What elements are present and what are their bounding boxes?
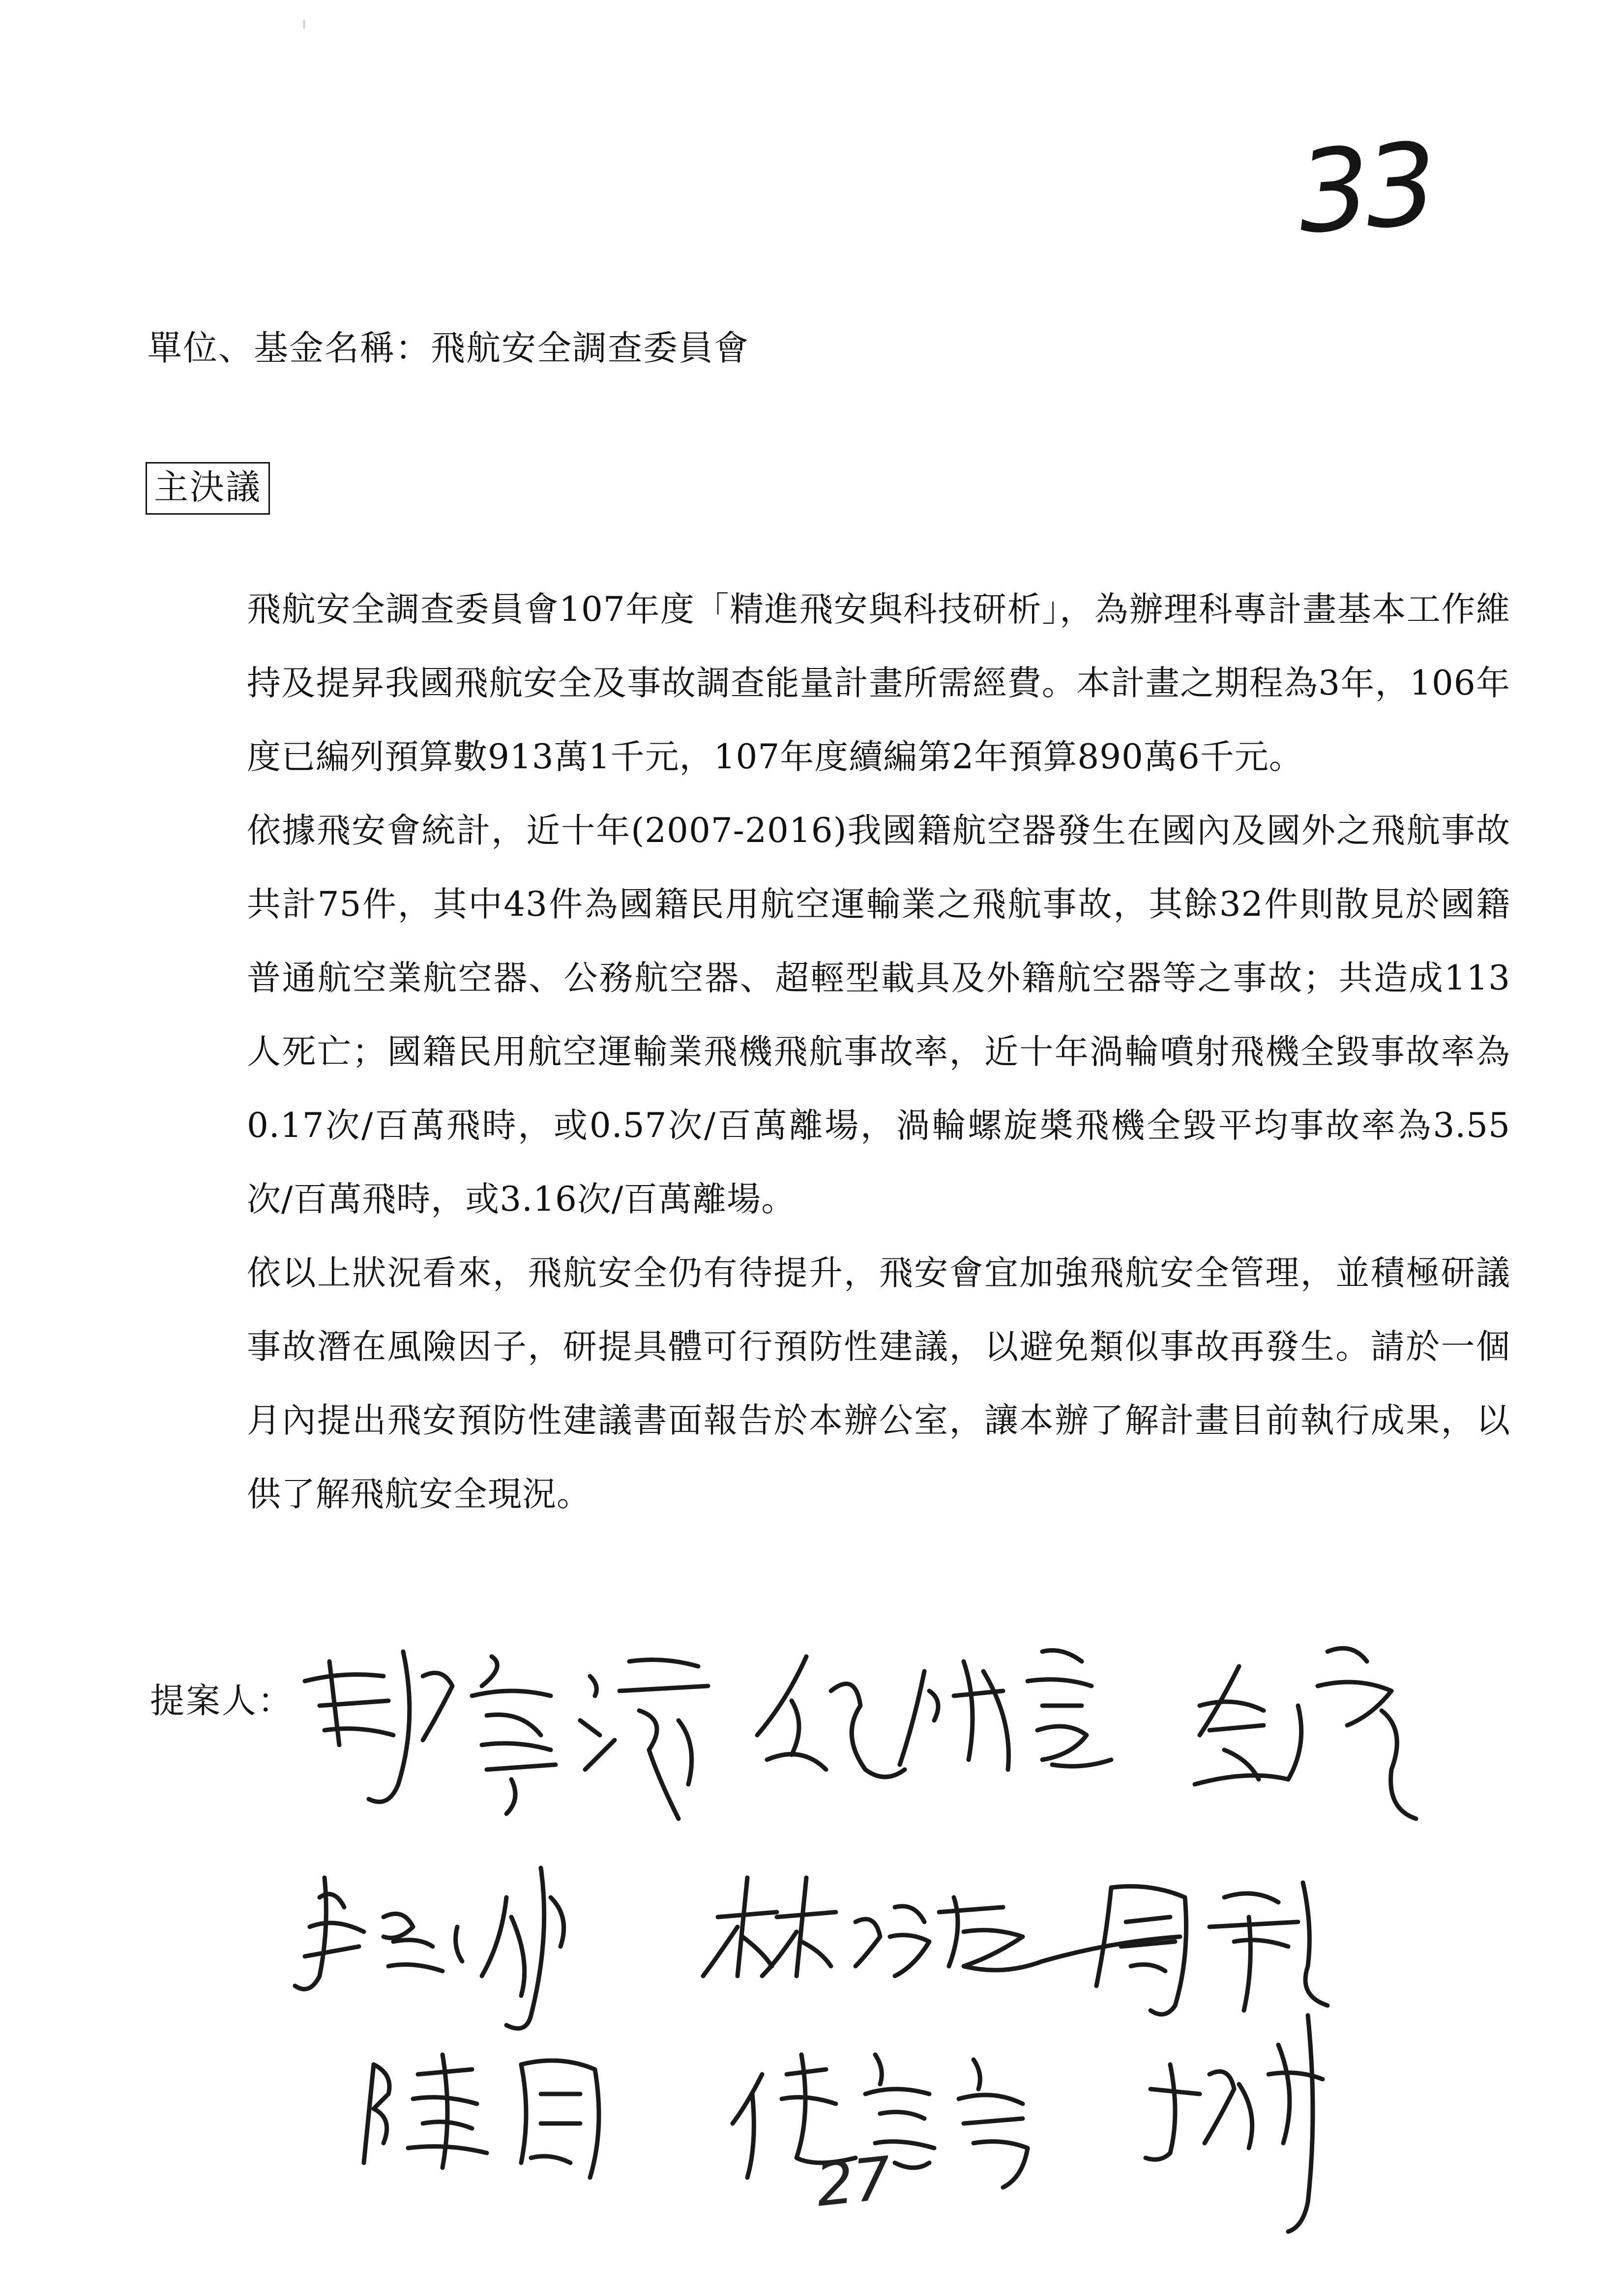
- signature-1: [305, 1652, 708, 1819]
- signature-2: [757, 1651, 1111, 1777]
- page-number: 27: [813, 2144, 895, 2220]
- paragraph-statistics: 依據飛安會統計，近十年(2007-2016)我國籍航空器發生在國內及國外之飛航事故共計75件，其中43件為國籍民用航空運輸業之飛航事故，其餘32件則散見於國籍普通航空業航空器、公務航空器、超輕型載具及外籍航空器等之事故；共造成113人死亡；國籍民用航空運輸業飛機飛航事故率，近十年渦輪噴射飛機全毀事故率為0.17次/百萬飛時，或0.57次/百萬離場，渦輪螺旋槳飛機全毀平均事故率為3.55次/百萬飛時，或3.16次/百萬離場。: [247, 811, 1510, 1219]
- signatures-drawing: [275, 1622, 1534, 2251]
- handwritten-page-number: 33: [1293, 118, 1437, 260]
- unit-fund-name: 單位、基金名稱：飛航安全調查委員會: [148, 328, 749, 368]
- paragraph-budget: 飛航安全調查委員會107年度「精進飛安與科技研析」，為辦理科專計畫基本工作維持及提昇我國飛航安全及事故調查能量計畫所需經費。本計畫之期程為3年，106年度已編列預算數913萬1千元，107年度續編第2年預算890萬6千元。: [247, 590, 1510, 777]
- paragraph-request: 依以上狀況看來，飛航安全仍有待提升，飛安會宜加強飛航安全管理，並積極研議事故潛在風險因子，研提具體可行預防性建議，以避免類似事故再發生。請於一個月內提出飛安預防性建議書面報告於本辦公室，讓本辦了解計畫目前執行成果，以供了解飛航安全現況。: [247, 1253, 1510, 1514]
- resolution-body: [247, 573, 1510, 1531]
- resolution-label: 主決議: [146, 462, 270, 515]
- scan-mark: [303, 20, 305, 29]
- signature-area: [275, 1622, 1534, 2251]
- signature-6: [1096, 1883, 1328, 2014]
- proposer-label: 提案人：: [150, 1681, 294, 1721]
- signature-4: [295, 1868, 564, 2029]
- signature-3: [1195, 1648, 1416, 1819]
- signature-7: [364, 2055, 599, 2178]
- signature-9: [1146, 2015, 1323, 2232]
